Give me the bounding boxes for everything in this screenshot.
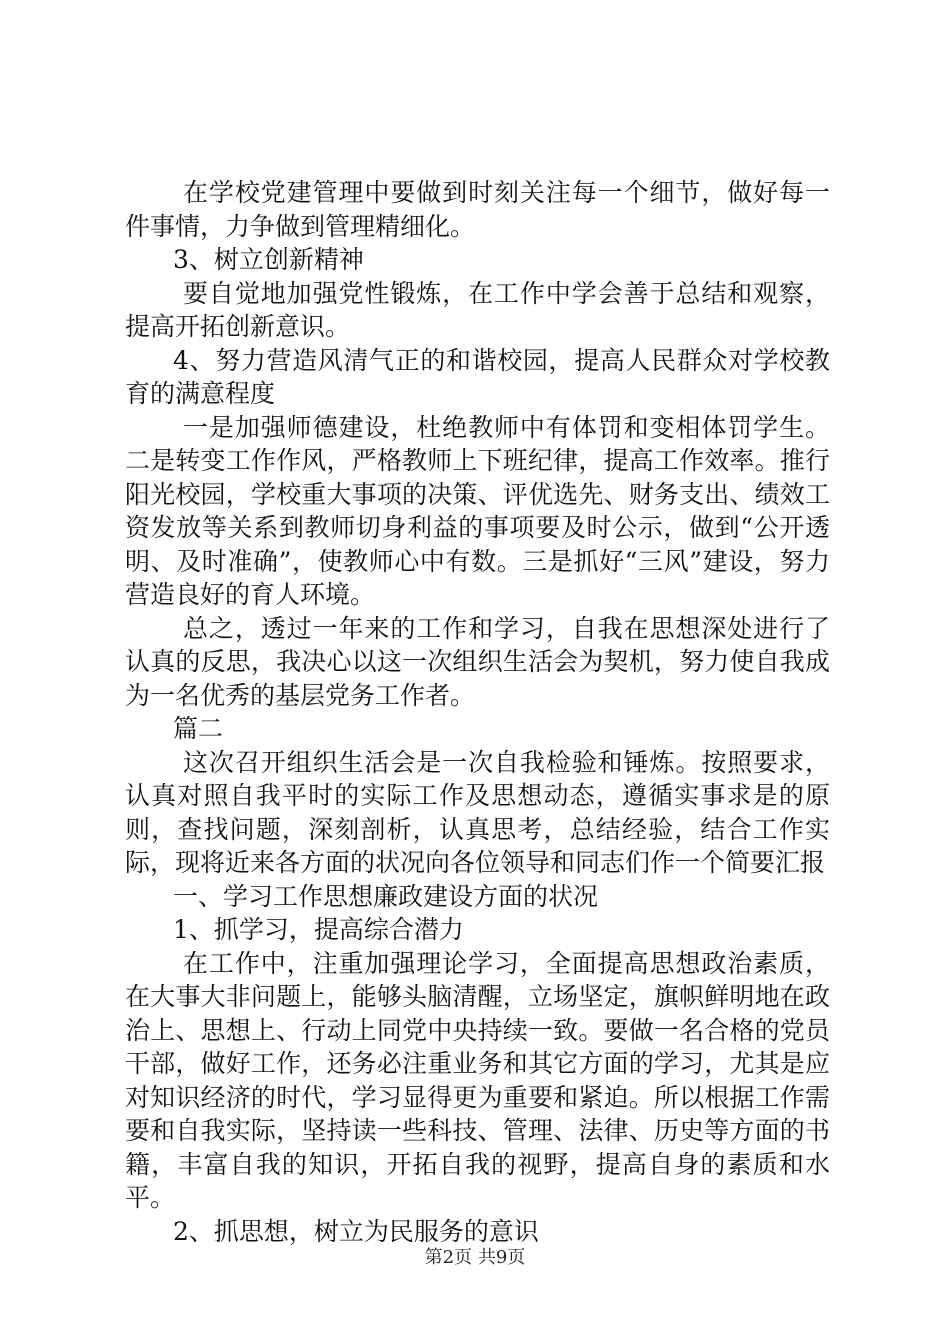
body-text	[125, 176, 830, 1248]
paragraph: 在学校党建管理中要做到时刻关注每一个细节，做好每一件事情，力争做到管理精细化。	[125, 178, 830, 241]
paragraph: 在工作中，注重加强理论学习，全面提高思想政治素质，在大事大非问题上，能够头脑清醒，立场坚定，旗帜鲜明地在政治上、思想上、行动上同党中央持续一致。要做一名合格的党员干部，做好工作，还务必注重业务和其它方面的学习，尤其是应对知识经济的时代，学习显得更为重要和紧迫。所以根据工作需要和自我实际，坚持读一些科技、管理、法律、历史等方面的书籍，丰富自我的知识，开拓自我的视野，提高自身的素质和水平。	[125, 948, 830, 1212]
section-heading: 4、努力营造风清气正的和谐校园，提高人民群众对学校教育的满意程度	[125, 345, 830, 408]
section-heading: 1、抓学习，提高综合潜力	[173, 915, 464, 944]
paragraph: 这次召开组织生活会是一次自我检验和锤炼。按照要求，认真对照自我平时的实际工作及思想动态，遵循实事求是的原则，查找问题，深刻剖析，认真思考，总结经验，结合工作实际，现将近来各方面的状况向各位领导和同志们作一个简要汇报	[125, 747, 830, 877]
section-heading: 一、学习工作思想廉政建设方面的状况	[173, 881, 599, 911]
section-heading: 3、树立创新精神	[173, 245, 364, 274]
paragraph: 要自觉地加强党性锻炼，在工作中学会善于总结和观察，提高开拓创新意识。	[125, 278, 830, 341]
paragraph: 一是加强师德建设，杜绝教师中有体罚和变相体罚学生。二是转变工作作风，严格教师上下班纪律，提高工作效率。推行阳光校园，学校重大事项的决策、评优选先、财务支出、绩效工资发放等关系到教师切身利益的事项要及时公示，做到“公开透明、及时准确”，使教师心中有数。三是抓好“三风”建设，努力营造良好的育人环境。	[125, 412, 830, 609]
section-heading: 2、抓思想，树立为民服务的意识	[173, 1216, 539, 1246]
page-footer: 第2页 共9页	[424, 1247, 526, 1268]
paragraph: 总之，透过一年来的工作和学习，自我在思想深处进行了认真的反思，我决心以这一次组织生活会为契机，努力使自我成为一名优秀的基层党务工作者。	[125, 613, 830, 710]
part-heading: 篇二	[173, 714, 224, 743]
